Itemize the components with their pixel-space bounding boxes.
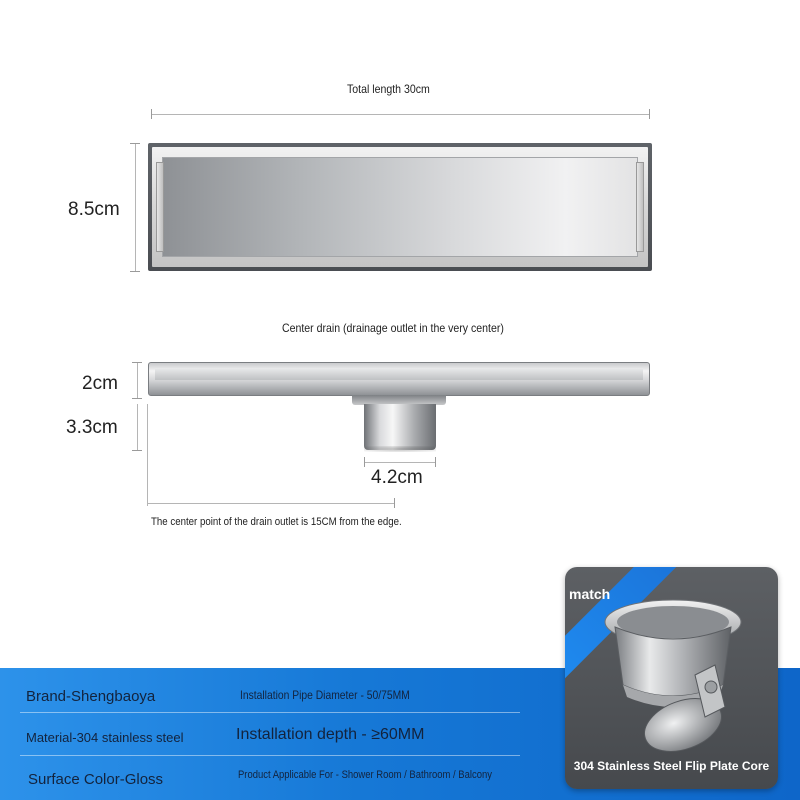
- center-drain-caption: Center drain (drainage outlet in the very center): [282, 321, 504, 335]
- outlet-diameter-label: 4.2cm: [371, 467, 423, 488]
- center-distance-tick-right: [394, 498, 395, 508]
- outlet-diameter-tick-left: [364, 457, 365, 467]
- plate-height-tick-top: [132, 362, 142, 363]
- center-distance-left-extension: [147, 404, 148, 506]
- spec-row-divider-1: [20, 712, 520, 713]
- plate-height-dimension-line: [137, 362, 138, 398]
- spec-applicable-for: Product Applicable For - Shower Room / Bathroom / Balcony: [238, 769, 492, 781]
- drain-grate-top-view: [148, 143, 652, 271]
- spec-install-depth: Installation depth - ≥60MM: [236, 726, 425, 743]
- spec-material: Material-304 stainless steel: [26, 730, 184, 745]
- spec-row-divider-2: [20, 755, 520, 756]
- width-tick-bottom: [130, 271, 140, 272]
- outlet-diameter-dimension-line: [364, 462, 435, 463]
- plate-height-label: 2cm: [82, 373, 118, 394]
- flip-plate-core-image: [565, 567, 778, 789]
- match-card-caption: 304 Stainless Steel Flip Plate Core: [573, 759, 770, 773]
- drain-side-profile: [148, 362, 650, 396]
- outlet-depth-dimension-line: [137, 404, 138, 450]
- center-distance-dimension-line: [147, 503, 395, 504]
- outlet-diameter-tick-right: [435, 457, 436, 467]
- profile-top-edge: [155, 368, 643, 380]
- center-point-note: The center point of the drain outlet is 15CM from the edge.: [151, 516, 402, 528]
- grate-clip-left: [156, 162, 164, 252]
- total-length-tick-right: [649, 109, 650, 119]
- outlet-depth-label: 3.3cm: [66, 417, 118, 438]
- width-label: 8.5cm: [68, 199, 120, 220]
- core-spring: [705, 681, 717, 693]
- width-tick-top: [130, 143, 140, 144]
- grate-clip-right: [636, 162, 644, 252]
- plate-height-tick-bottom: [132, 398, 142, 399]
- outlet-shadow: [364, 446, 436, 452]
- total-length-dimension-line: [151, 114, 649, 115]
- outlet-pipe: [364, 404, 436, 450]
- spec-pipe-diameter: Installation Pipe Diameter - 50/75MM: [240, 688, 410, 702]
- spec-surface-color: Surface Color-Gloss: [28, 771, 164, 788]
- total-length-label: Total length 30cm: [347, 82, 430, 96]
- match-badge: match: [569, 586, 611, 602]
- outlet-depth-tick-bottom: [132, 450, 142, 451]
- width-dimension-line: [135, 143, 136, 271]
- grate-rim: [152, 147, 648, 267]
- spec-brand: Brand-Shengbaoya: [26, 688, 156, 705]
- match-card: [565, 567, 778, 789]
- grate-tile-insert: [162, 157, 638, 257]
- total-length-tick-left: [151, 109, 152, 119]
